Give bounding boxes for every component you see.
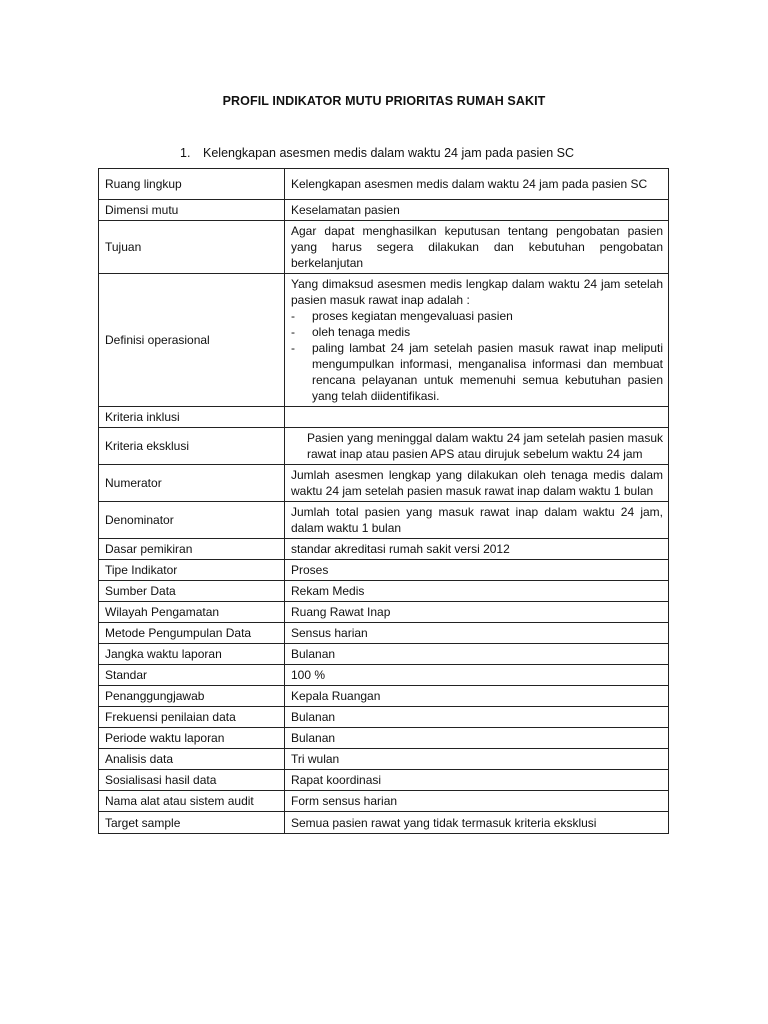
table-row-numerator: [99, 465, 669, 502]
table-row-penanggungjawab: [99, 686, 669, 707]
bullet-marker: -: [291, 341, 295, 355]
section-heading-text: Kelengkapan asesmen medis dalam waktu 24 jam pada pasien SC: [203, 146, 575, 160]
row-value: Bulanan: [285, 728, 669, 749]
row-label: Tujuan: [99, 221, 285, 274]
table-row-periode-waktu-laporan: [99, 728, 669, 749]
row-value: Ruang Rawat Inap: [285, 602, 669, 623]
row-label: Wilayah Pengamatan: [99, 602, 285, 623]
row-value: Bulanan: [285, 707, 669, 728]
row-label: Penanggungjawab: [99, 686, 285, 707]
table-row-analisis-data: [99, 749, 669, 770]
row-label: Kriteria inklusi: [99, 407, 285, 428]
row-label: Denominator: [99, 502, 285, 539]
row-value: [285, 407, 669, 428]
table-row-metode-pengumpulan-data: [99, 623, 669, 644]
page-title: PROFIL INDIKATOR MUTU PRIORITAS RUMAH SAKIT: [222, 94, 546, 108]
row-label: Frekuensi penilaian data: [99, 707, 285, 728]
row-label: Tipe Indikator: [99, 560, 285, 581]
table-row-definisi-operasional: [99, 274, 669, 407]
list-item: - oleh tenaga medis: [291, 325, 411, 339]
row-value: Jumlah asesmen lengkap yang dilakukan oleh tenaga medis dalam waktu 24 jam setelah pasien masuk rawat inap dalam waktu 1 bulan: [285, 465, 669, 502]
table-row-target-sample: [99, 812, 669, 834]
table-row-sosialisasi-hasil-data: [99, 770, 669, 791]
list-item: - proses kegiatan mengevaluasi pasien: [291, 309, 513, 323]
table-row-tipe-indikator: [99, 560, 669, 581]
row-value: Agar dapat menghasilkan keputusan tentang pengobatan pasien yang harus segera dilakukan dan kebutuhan pengobatan berkelanjutan: [285, 221, 669, 274]
row-value: Proses: [285, 560, 669, 581]
row-label: Jangka waktu laporan: [99, 644, 285, 665]
table-row-jangka-waktu-laporan: [99, 644, 669, 665]
row-value: standar akreditasi rumah sakit versi 2012: [285, 539, 669, 560]
row-label: Sosialisasi hasil data: [99, 770, 285, 791]
row-value: Rapat koordinasi: [285, 770, 669, 791]
row-value: 100 %: [285, 665, 669, 686]
table-row-ruang-lingkup: [99, 169, 669, 200]
list-item: - paling lambat 24 jam setelah pasien masuk rawat inap meliputi mengumpulkan informasi, menganalisa informasi dan membuat rencana pelayanan untuk memenuhi semua kebutuhan pasien yang telah diidentifikasi.: [291, 341, 663, 403]
table-row-dasar-pemikiran: [99, 539, 669, 560]
row-label: Nama alat atau sistem audit: [99, 791, 285, 812]
row-label: Metode Pengumpulan Data: [99, 623, 285, 644]
indicator-profile-table: [98, 168, 669, 834]
table-row-denominator: [99, 502, 669, 539]
row-label: Periode waktu laporan: [99, 728, 285, 749]
row-value: Rekam Medis: [285, 581, 669, 602]
section-number: 1.: [180, 146, 191, 160]
bullet-marker: -: [291, 325, 295, 339]
row-label: Ruang lingkup: [99, 169, 285, 200]
row-value: Semua pasien rawat yang tidak termasuk kriteria eksklusi: [285, 812, 669, 834]
row-label: Numerator: [99, 465, 285, 502]
row-value: Bulanan: [285, 644, 669, 665]
row-label: Kriteria eksklusi: [99, 428, 285, 465]
row-label: Standar: [99, 665, 285, 686]
table-row-dimensi-mutu: [99, 200, 669, 221]
table-row-tujuan: [99, 221, 669, 274]
table-row-standar: [99, 665, 669, 686]
row-label: Sumber Data: [99, 581, 285, 602]
row-value: Keselamatan pasien: [285, 200, 669, 221]
bullet-marker: -: [291, 309, 295, 323]
definition-list: [291, 308, 663, 404]
row-value: Jumlah total pasien yang masuk rawat inap dalam waktu 24 jam, dalam waktu 1 bulan: [285, 502, 669, 539]
table-row-sumber-data: [99, 581, 669, 602]
row-label: Definisi operasional: [99, 274, 285, 407]
table-row-frekuensi-penilaian-data: [99, 707, 669, 728]
table-row-kriteria-eksklusi: [99, 428, 669, 465]
table-row-nama-alat-audit: [99, 791, 669, 812]
row-label: Target sample: [99, 812, 285, 834]
row-value: Kepala Ruangan: [285, 686, 669, 707]
row-label: Dasar pemikiran: [99, 539, 285, 560]
row-label: Dimensi mutu: [99, 200, 285, 221]
table-row-kriteria-inklusi: [99, 407, 669, 428]
row-value: [285, 274, 669, 407]
row-value: Kelengkapan asesmen medis dalam waktu 24 jam pada pasien SC: [285, 169, 669, 200]
section-heading: [180, 146, 574, 160]
row-value: Form sensus harian: [285, 791, 669, 812]
row-label: Analisis data: [99, 749, 285, 770]
row-value: Sensus harian: [285, 623, 669, 644]
row-value: Pasien yang meninggal dalam waktu 24 jam setelah pasien masuk rawat inap atau pasien APS atau dirujuk sebelum waktu 24 jam: [285, 428, 669, 465]
table-row-wilayah-pengamatan: [99, 602, 669, 623]
definition-intro: Yang dimaksud asesmen medis lengkap dalam waktu 24 jam setelah pasien masuk rawat inap adalah :: [291, 277, 663, 307]
row-value: Tri wulan: [285, 749, 669, 770]
